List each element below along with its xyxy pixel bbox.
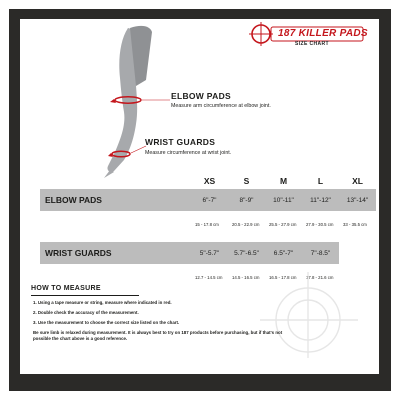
size-label: S — [243, 176, 250, 186]
cm-value: 25.5 - 27.9 cm — [269, 221, 297, 227]
size-label: L — [317, 176, 324, 186]
cm-value: 14.5 - 16.5 cm — [232, 274, 260, 280]
size-label: XS — [203, 176, 216, 186]
elbow-pads-heading: ELBOW PADS — [171, 91, 231, 101]
elbow-pads-cm-row — [40, 211, 376, 237]
size-label: XL — [352, 176, 363, 186]
heading-divider — [31, 295, 139, 296]
cm-value: 17.8 - 21.6 cm — [306, 274, 334, 280]
inch-value: 10"-11" — [265, 189, 302, 211]
brand-logo-text: 187 KILLER PADS — [278, 28, 368, 39]
size-header-row — [40, 173, 376, 189]
inch-value: 8"-9" — [228, 189, 265, 211]
crosshair-watermark-icon — [250, 268, 360, 358]
measure-step: 2. Double check the accuracy of the measurement. — [33, 310, 139, 315]
inch-value: 11"-12" — [302, 189, 339, 211]
wrist-guards-instruction: Measure circumference at wrist joint. — [145, 150, 232, 156]
inch-value: 6.5"-7" — [265, 242, 302, 264]
cm-value: 15 - 17.8 cm — [195, 221, 219, 227]
inch-value: 6"-7" — [191, 189, 228, 211]
inch-value — [339, 242, 376, 264]
cm-value: 16.5 - 17.8 cm — [269, 274, 297, 280]
wrist-guards-row — [40, 242, 376, 264]
cm-value: 20.5 - 22.9 cm — [232, 221, 260, 227]
measure-step: 1. Using a tape measure or string, measure where indicated in red. — [33, 300, 172, 305]
measure-note: Be sure limb is relaxed during measurement. It is always best to try on 187 products before purchasing, but if that's not possible the chart above is a good reference. — [33, 330, 283, 341]
measure-step: 3. Use the measurement to choose the correct size listed on the chart. — [33, 320, 180, 325]
wrist-guards-heading: WRIST GUARDS — [145, 137, 216, 147]
cm-value: 12.7 - 14.5 cm — [195, 274, 223, 280]
inch-value: 5.7"-6.5" — [228, 242, 265, 264]
chart-subtitle: SIZE CHART — [295, 41, 329, 47]
inch-value: 7"-8.5" — [302, 242, 339, 264]
row-label: WRIST GUARDS — [40, 242, 191, 264]
elbow-pads-instruction: Measure arm circumference at elbow joint. — [171, 103, 271, 109]
cm-value: 33 - 35.5 cm — [343, 221, 367, 227]
elbow-measure-band — [110, 97, 170, 103]
inch-value: 13"-14" — [339, 189, 376, 211]
how-to-measure-heading: HOW TO MEASURE — [31, 285, 101, 292]
size-label: M — [279, 176, 288, 186]
row-label: ELBOW PADS — [40, 189, 191, 211]
cm-value: 27.9 - 30.5 cm — [306, 221, 334, 227]
elbow-pads-row — [40, 189, 376, 211]
inch-value: 5"-5.7" — [191, 242, 228, 264]
